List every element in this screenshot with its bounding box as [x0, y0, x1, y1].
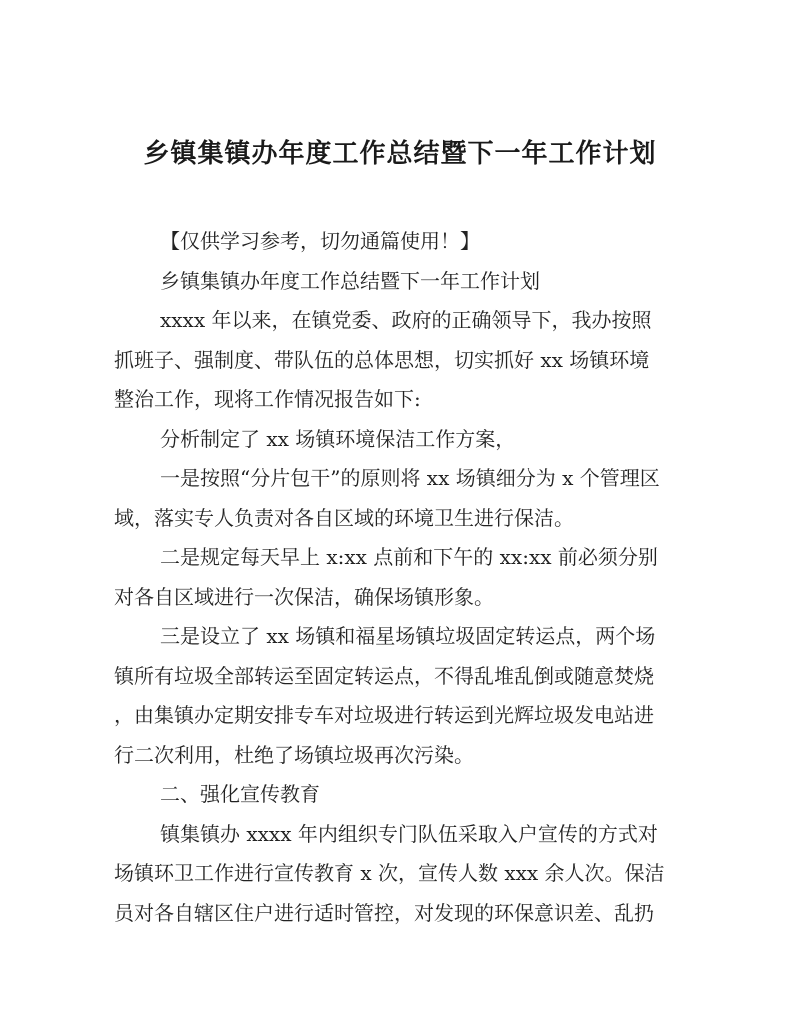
body-text-line: 分析制定了 xx 场镇环境保洁工作方案， [160, 426, 516, 451]
body-text-line: 【仅供学习参考，切勿通篇使用！】 [160, 229, 480, 253]
body-text-line: 镇所有垃圾全部转运至固定转运点，不得乱堆乱倒或随意焚烧 [114, 663, 654, 688]
body-text-line: 域，落实专人负责对各自区域的环境卫生进行保洁。 [114, 505, 574, 530]
body-text-line: 整治工作，现将工作情况报告如下: [114, 387, 421, 411]
body-text-line: 抓班子、强制度、带队伍的总体思想，切实抓好 xx 场镇环境 [114, 347, 650, 372]
body-text-line: 一是按照“分片包干”的原则将 xx 场镇细分为 x 个管理区 [160, 466, 660, 490]
body-text-line: 乡镇集镇办年度工作总结暨下一年工作计划 [160, 268, 540, 293]
body-text-line: ，由集镇办定期安排专车对垃圾进行转运到光辉垃圾发电站进 [114, 703, 654, 727]
body-text-line: 镇集镇办 xxxx 年内组织专门队伍采取入户宣传的方式对 [160, 821, 658, 846]
body-text-line: xxxx 年以来，在镇党委、政府的正确领导下，我办按照 [160, 308, 652, 332]
body-text-line: 二是规定每天早上 x:xx 点前和下午的 xx:xx 前必须分别 [160, 545, 658, 569]
body-text-line: 三是设立了 xx 场镇和福星场镇垃圾固定转运点，两个场 [160, 624, 656, 648]
body-text-line: 行二次利用，杜绝了场镇垃圾再次污染。 [114, 742, 474, 767]
body-text-line: 场镇环卫工作进行宣传教育 x 次，宣传人数 xxx 余人次。保洁 [114, 861, 665, 885]
document-body [114, 222, 686, 933]
body-text-line: 员对各自辖区住户进行适时管控，对发现的环保意识差、乱扔 [114, 900, 654, 925]
body-text-line: 对各自区域进行一次保洁，确保场镇形象。 [114, 584, 494, 609]
body-text-line: 二、强化宣传教育 [160, 782, 320, 806]
document-title: 乡镇集镇办年度工作总结暨下一年工作计划 [143, 139, 657, 169]
